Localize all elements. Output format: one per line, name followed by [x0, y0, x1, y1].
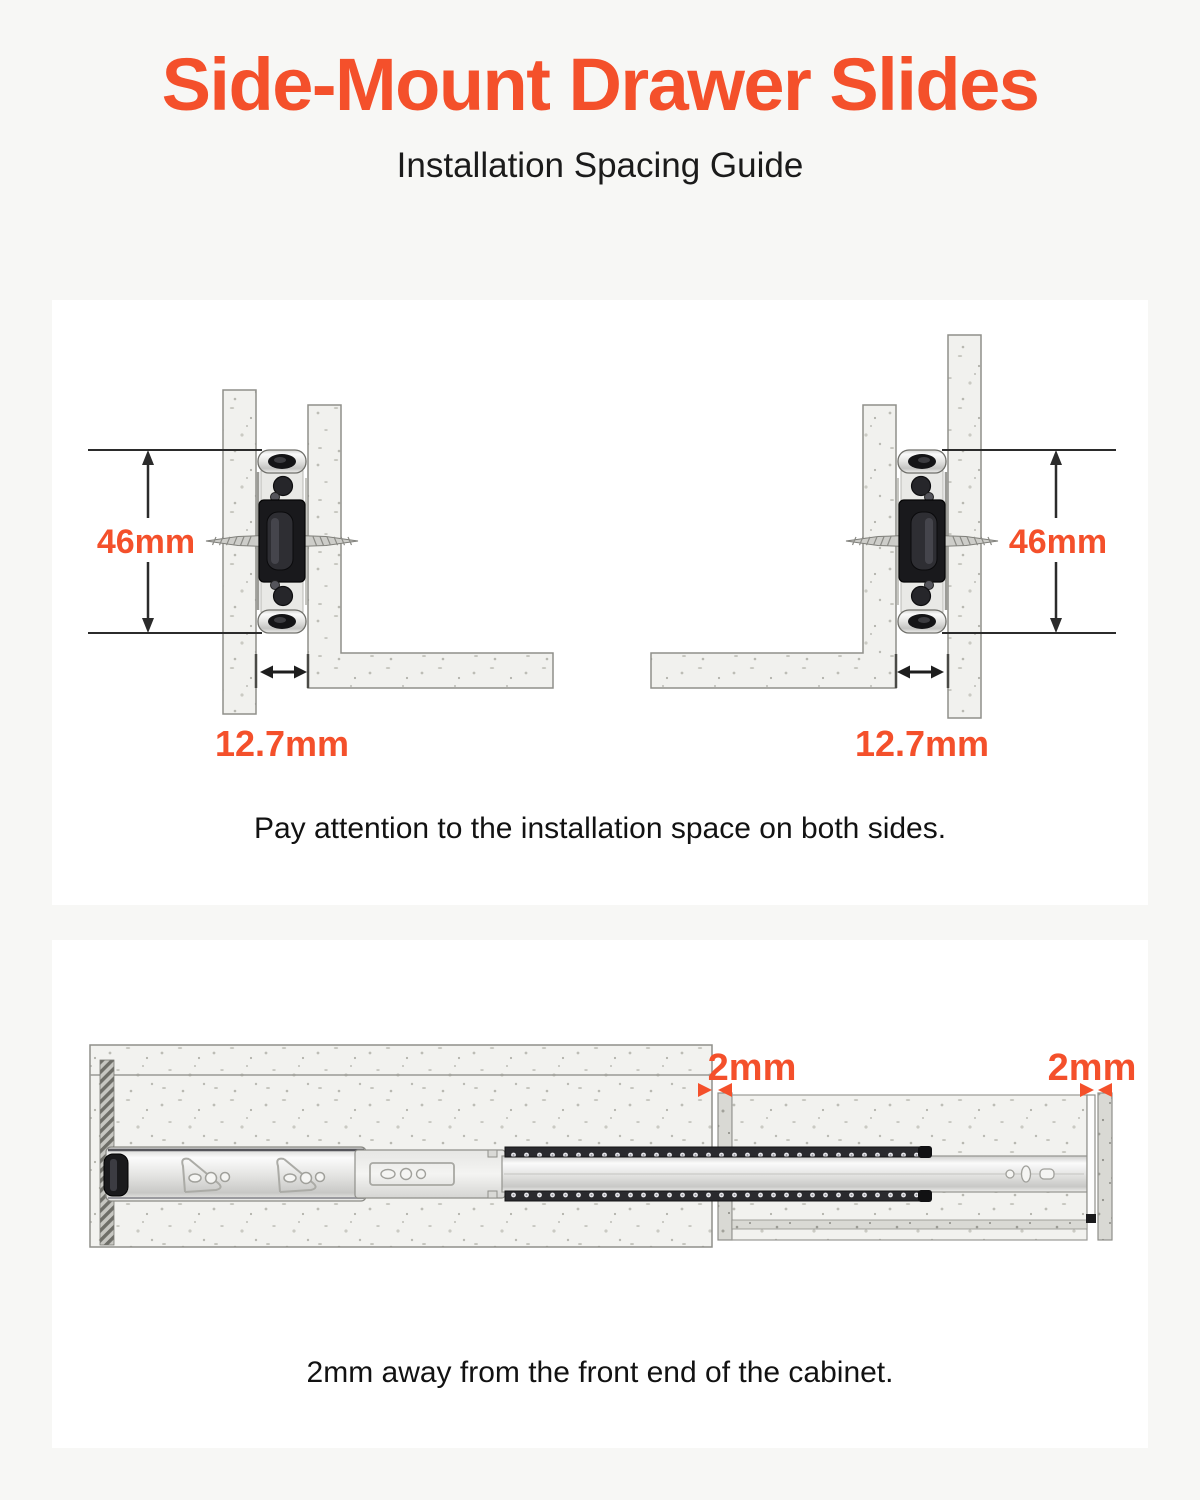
page-title: Side-Mount Drawer Slides: [161, 43, 1039, 126]
panel1-caption: Pay attention to the installation space on both sides.: [253, 812, 947, 845]
right-cabinet-board: [948, 335, 981, 718]
cabinet-body: [90, 1045, 712, 1247]
left-cabinet-board: [223, 390, 256, 714]
page-subtitle: Installation Spacing Guide: [396, 145, 804, 185]
drawer-bottom-board: [732, 1220, 1087, 1229]
right-height-label: 46mm: [1008, 523, 1108, 561]
outer-rail: [106, 1147, 366, 1201]
header: [0, 43, 1200, 186]
front-gap-panel: [52, 940, 1148, 1448]
right-gap-label: 12.7mm: [854, 723, 990, 764]
drawer-front-board: [1098, 1093, 1112, 1240]
panel2-caption: 2mm away from the front end of the cabinet.: [306, 1356, 894, 1389]
middle-rail: [355, 1150, 505, 1198]
side-spacing-panel: [52, 300, 1148, 905]
rear-gap-label: 2mm: [707, 1047, 797, 1089]
ball-bearing-strip-top: [505, 1147, 930, 1157]
left-height-label: 46mm: [96, 523, 196, 561]
ball-bearing-strip-bottom: [505, 1191, 930, 1201]
slide-front-foot: [1086, 1214, 1096, 1223]
front-gap-label: 2mm: [1047, 1047, 1137, 1089]
slide-front-plate: [1087, 1095, 1095, 1222]
left-gap-label: 12.7mm: [214, 723, 350, 764]
